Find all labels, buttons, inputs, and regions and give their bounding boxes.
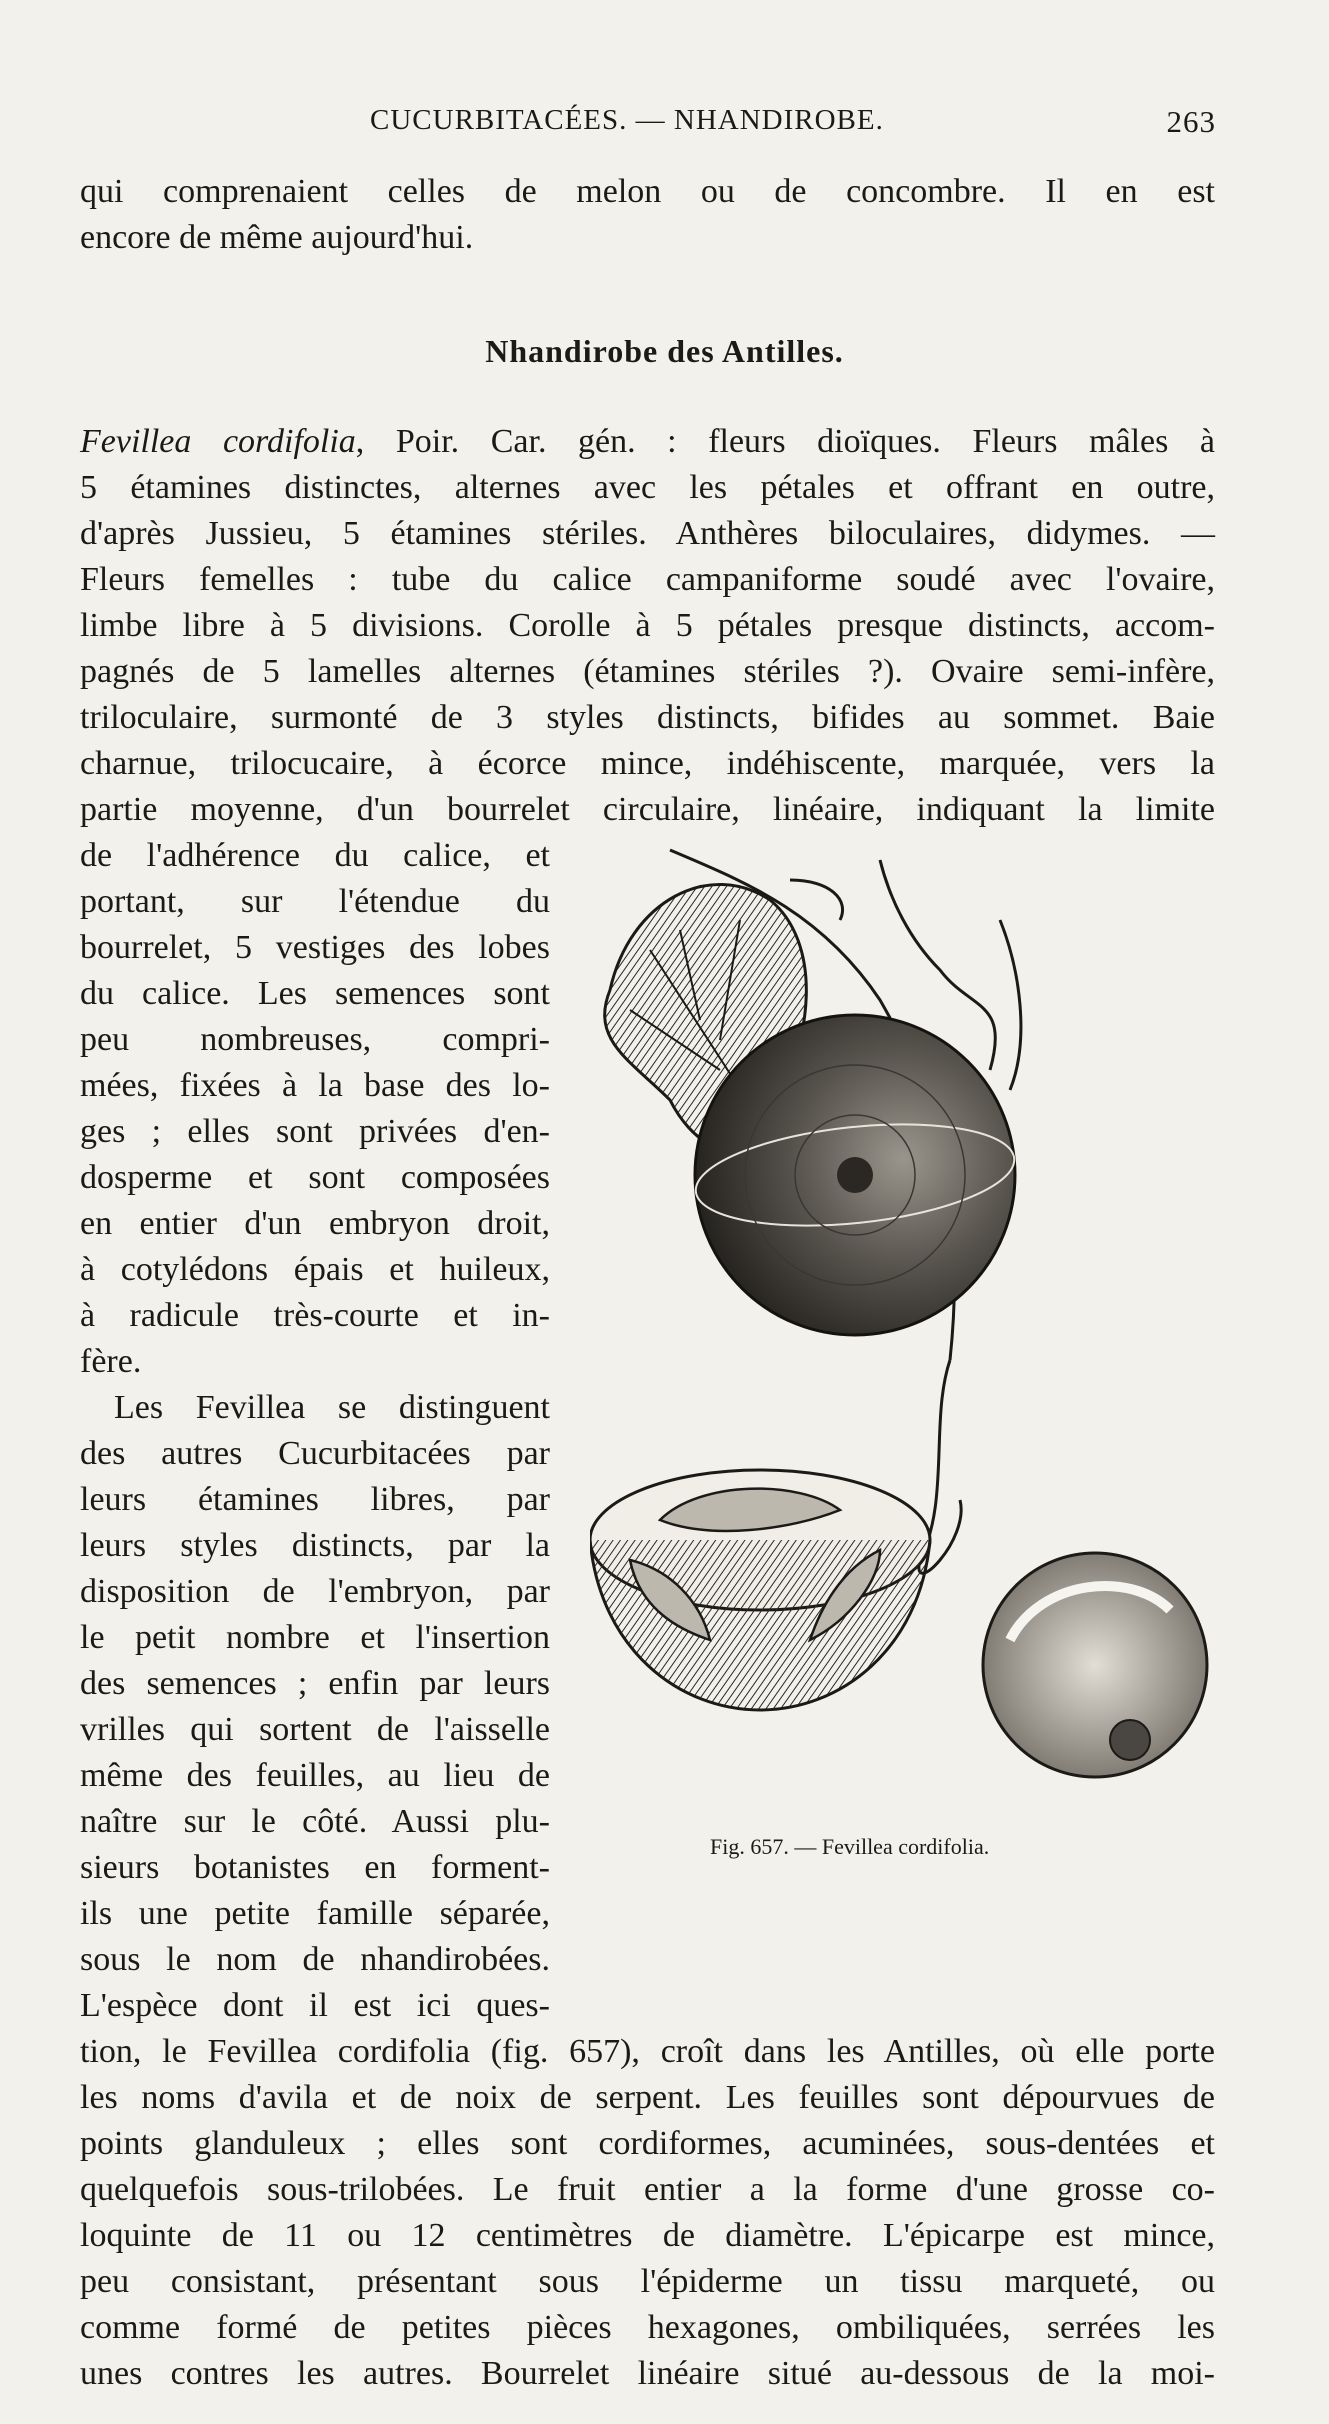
text-line: ils une petite famille séparée,	[80, 1895, 550, 1932]
text-line: à cotylédons épais et huileux,	[80, 1251, 550, 1288]
seed	[983, 1553, 1207, 1777]
text-line: peu nombreuses, compri-	[80, 1021, 550, 1058]
text-line: triloculaire, surmonté de 3 styles distincts, bifides au sommet. Baie	[80, 699, 1215, 736]
text-line: peu consistant, présentant sous l'épiderme un tissu marqueté, ou	[80, 2263, 1215, 2300]
text-line: sous le nom de nhandirobées.	[80, 1941, 550, 1978]
species-name: Fevillea cordifolia	[80, 423, 356, 460]
cut-fruit	[590, 1470, 930, 1710]
text-line: Fevillea cordifolia, Poir. Car. gén. : fleurs dioïques. Fleurs mâles à	[80, 423, 1215, 460]
text-line: mées, fixées à la base des lo-	[80, 1067, 550, 1104]
text-line: vrilles qui sortent de l'aisselle	[80, 1711, 550, 1748]
text-line: unes contres les autres. Bourrelet linéaire situé au-dessous de la moi-	[80, 2355, 1215, 2392]
text-line: comme formé de petites pièces hexagones, ombiliquées, serrées les	[80, 2309, 1215, 2346]
text-line: tion, le Fevillea cordifolia (fig. 657), croît dans les Antilles, où elle porte	[80, 2033, 1215, 2070]
fevillea-illustration	[590, 840, 1230, 1840]
text-line: à radicule très-courte et in-	[80, 1297, 550, 1334]
page-number: 263	[1166, 104, 1216, 139]
text-line: partie moyenne, d'un bourrelet circulaire, linéaire, indiquant la limite	[80, 791, 1215, 828]
text-line: en entier d'un embryon droit,	[80, 1205, 550, 1242]
text-line: leurs styles distincts, par la	[80, 1527, 550, 1564]
text-line: loquinte de 11 ou 12 centimètres de diamètre. L'épicarpe est mince,	[80, 2217, 1215, 2254]
text-line: points glanduleux ; elles sont cordiformes, acuminées, sous-dentées et	[80, 2125, 1215, 2162]
text-line: disposition de l'embryon, par	[80, 1573, 550, 1610]
text-line: même des feuilles, au lieu de	[80, 1757, 550, 1794]
whole-fruit	[691, 1015, 1019, 1335]
text-line: leurs étamines libres, par	[80, 1481, 550, 1518]
text-line: ges ; elles sont privées d'en-	[80, 1113, 550, 1150]
running-header	[80, 104, 1220, 144]
text-line: des semences ; enfin par leurs	[80, 1665, 550, 1702]
text-line: des autres Cucurbitacées par	[80, 1435, 550, 1472]
text-line: Fleurs femelles : tube du calice campaniforme soudé avec l'ovaire,	[80, 561, 1215, 598]
text-line: fère.	[80, 1343, 142, 1380]
text-line: Les Fevillea se distinguent	[114, 1389, 550, 1426]
text-line: 5 étamines distinctes, alternes avec les pétales et offrant en outre,	[80, 469, 1215, 506]
text-line: qui comprenaient celles de melon ou de concombre. Il en est	[80, 173, 1215, 210]
text-line: les noms d'avila et de noix de serpent. Les feuilles sont dépourvues de	[80, 2079, 1215, 2116]
text-line: bourrelet, 5 vestiges des lobes	[80, 929, 550, 966]
text-line: quelquefois sous-trilobées. Le fruit entier a la forme d'une grosse co-	[80, 2171, 1215, 2208]
text-line: limbe libre à 5 divisions. Corolle à 5 pétales presque distincts, accom-	[80, 607, 1215, 644]
text-line: L'espèce dont il est ici ques-	[80, 1987, 550, 2024]
section-title: Nhandirobe des Antilles.	[485, 333, 844, 369]
text-line: charnue, trilocucaire, à écorce mince, indéhiscente, marquée, vers la	[80, 745, 1215, 782]
text-line: pagnés de 5 lamelles alternes (étamines stériles ?). Ovaire semi-infère,	[80, 653, 1215, 690]
text-line: dosperme et sont composées	[80, 1159, 550, 1196]
text-line: d'après Jussieu, 5 étamines stériles. Anthères biloculaires, didymes. —	[80, 515, 1215, 552]
text-line: du calice. Les semences sont	[80, 975, 550, 1012]
text-line: le petit nombre et l'insertion	[80, 1619, 550, 1656]
figure-caption: Fig. 657. — Fevillea cordifolia.	[710, 1834, 990, 1859]
text-line: encore de même aujourd'hui.	[80, 219, 474, 256]
text-line: portant, sur l'étendue du	[80, 883, 550, 920]
text-line: de l'adhérence du calice, et	[80, 837, 550, 874]
running-title: CUCURBITACÉES. — NHANDIROBE.	[370, 104, 884, 136]
text-line: naître sur le côté. Aussi plu-	[80, 1803, 550, 1840]
text-line: sieurs botanistes en forment-	[80, 1849, 550, 1886]
